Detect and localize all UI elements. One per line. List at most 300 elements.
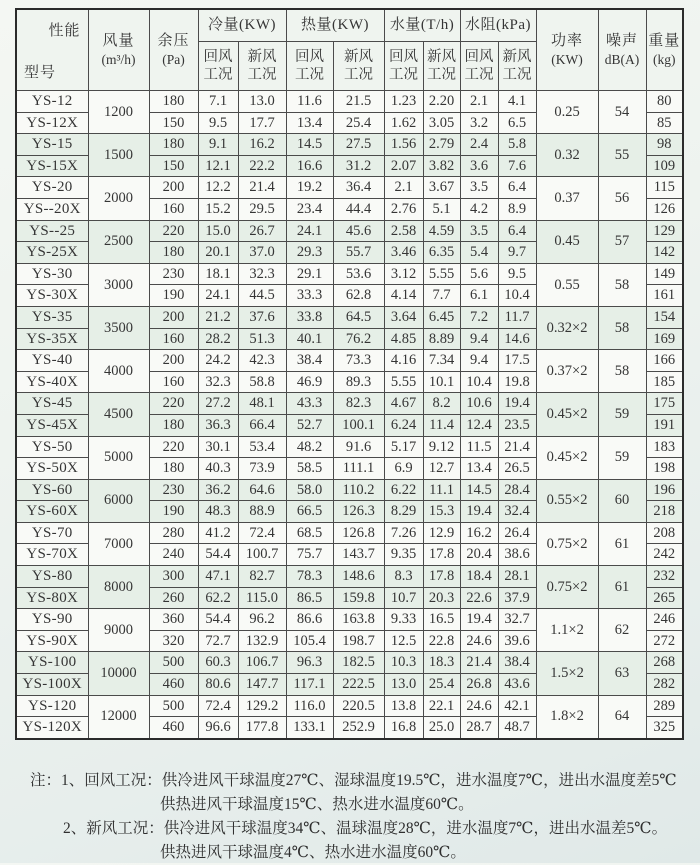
cell-model: YS-40X (16, 371, 88, 393)
cell-waterflow-fresh: 8.2 (423, 393, 460, 415)
cell-waterres-return: 7.2 (460, 306, 498, 328)
cell-waterres-return: 3.5 (460, 220, 498, 242)
header-weight: 重量 (kg) (646, 9, 683, 91)
cell-waterres-return: 20.4 (460, 544, 498, 566)
cell-power: 0.75×2 (536, 566, 598, 609)
cell-cooling-fresh: 147.7 (238, 674, 286, 696)
cell-heating-fresh: 111.1 (333, 458, 384, 480)
cell-heating-return: 117.1 (286, 674, 333, 696)
cell-waterres-return: 3.6 (460, 155, 498, 177)
cell-waterflow-return: 6.24 (384, 414, 423, 436)
table-header (16, 9, 683, 91)
cell-weight: 98 (646, 134, 683, 156)
cell-cooling-return: 18.1 (198, 263, 238, 285)
cell-waterres-return: 2.1 (460, 91, 498, 113)
cell-waterflow-return: 2.58 (384, 220, 423, 242)
cell-waterflow-fresh: 4.59 (423, 220, 460, 242)
cell-heating-fresh: 126.8 (333, 522, 384, 544)
cell-power: 0.37×2 (536, 350, 598, 393)
cell-heating-fresh: 36.4 (333, 177, 384, 199)
cell-model: YS-90 (16, 609, 88, 631)
cell-cooling-fresh: 42.3 (238, 350, 286, 372)
cell-noise: 62 (598, 609, 646, 652)
cell-heating-fresh: 198.7 (333, 630, 384, 652)
cell-waterflow-fresh: 2.20 (423, 91, 460, 113)
cell-waterflow-return: 1.62 (384, 112, 423, 134)
cell-waterflow-return: 5.55 (384, 371, 423, 393)
table-row (16, 695, 683, 717)
cell-power: 0.45×2 (536, 393, 598, 436)
cell-power: 0.37 (536, 177, 598, 220)
cell-airflow: 5000 (88, 436, 149, 479)
table-row (16, 177, 683, 199)
table-row (16, 652, 683, 674)
cell-pressure: 300 (149, 566, 198, 588)
header-sub-fresh: 新风 工况 (238, 42, 286, 91)
cell-heating-return: 58.0 (286, 479, 333, 501)
table-row (16, 220, 683, 242)
cell-airflow: 3500 (88, 306, 149, 349)
cell-weight: 169 (646, 328, 683, 350)
cell-heating-fresh: 100.1 (333, 414, 384, 436)
cell-cooling-fresh: 73.9 (238, 458, 286, 480)
cell-waterres-fresh: 6.5 (498, 112, 536, 134)
cell-waterflow-fresh: 16.5 (423, 609, 460, 631)
cell-waterres-fresh: 26.4 (498, 522, 536, 544)
cell-pressure: 360 (149, 609, 198, 631)
cell-cooling-return: 47.1 (198, 566, 238, 588)
cell-heating-fresh: 53.6 (333, 263, 384, 285)
cell-airflow: 9000 (88, 609, 149, 652)
cell-waterflow-fresh: 11.1 (423, 479, 460, 501)
cell-waterres-fresh: 37.9 (498, 587, 536, 609)
cell-cooling-return: 36.3 (198, 414, 238, 436)
cell-model: YS-100 (16, 652, 88, 674)
cell-weight: 166 (646, 350, 683, 372)
cell-heating-fresh: 44.4 (333, 198, 384, 220)
cell-waterflow-fresh: 12.7 (423, 458, 460, 480)
cell-cooling-fresh: 66.4 (238, 414, 286, 436)
cell-power: 0.45 (536, 220, 598, 263)
cell-heating-fresh: 55.7 (333, 242, 384, 264)
cell-heating-return: 23.4 (286, 198, 333, 220)
cell-model: YS-45 (16, 393, 88, 415)
cell-waterres-return: 28.7 (460, 717, 498, 739)
cell-heating-return: 11.6 (286, 91, 333, 113)
cell-model: YS-20 (16, 177, 88, 199)
cell-cooling-fresh: 16.2 (238, 134, 286, 156)
cell-waterres-return: 22.6 (460, 587, 498, 609)
cell-waterflow-fresh: 7.34 (423, 350, 460, 372)
cell-cooling-fresh: 48.1 (238, 393, 286, 415)
cell-airflow: 12000 (88, 695, 149, 739)
cell-heating-return: 33.3 (286, 285, 333, 307)
cell-waterres-return: 4.2 (460, 198, 498, 220)
cell-waterflow-return: 13.0 (384, 674, 423, 696)
cell-waterres-return: 24.6 (460, 630, 498, 652)
cell-cooling-return: 15.2 (198, 198, 238, 220)
cell-heating-return: 116.0 (286, 695, 333, 717)
cell-cooling-return: 54.4 (198, 544, 238, 566)
cell-waterres-fresh: 19.8 (498, 371, 536, 393)
cell-waterflow-fresh: 17.8 (423, 544, 460, 566)
cell-cooling-fresh: 106.7 (238, 652, 286, 674)
cell-airflow: 10000 (88, 652, 149, 695)
cell-cooling-fresh: 44.5 (238, 285, 286, 307)
cell-waterres-return: 10.4 (460, 371, 498, 393)
cell-waterres-fresh: 8.9 (498, 198, 536, 220)
cell-pressure: 460 (149, 717, 198, 739)
cell-heating-return: 133.1 (286, 717, 333, 739)
cell-weight: 232 (646, 566, 683, 588)
cell-waterres-fresh: 19.4 (498, 393, 536, 415)
cell-pressure: 460 (149, 674, 198, 696)
cell-heating-fresh: 148.6 (333, 566, 384, 588)
cell-pressure: 230 (149, 263, 198, 285)
cell-waterres-fresh: 5.8 (498, 134, 536, 156)
cell-waterflow-fresh: 18.3 (423, 652, 460, 674)
header-noise: 噪声 dB(A) (598, 9, 646, 91)
cell-waterres-return: 12.4 (460, 414, 498, 436)
cell-waterflow-fresh: 12.9 (423, 522, 460, 544)
cell-weight: 185 (646, 371, 683, 393)
cell-model: YS-80 (16, 566, 88, 588)
cell-waterflow-return: 5.17 (384, 436, 423, 458)
cell-waterflow-return: 8.3 (384, 566, 423, 588)
table-row (16, 306, 683, 328)
cell-cooling-return: 24.2 (198, 350, 238, 372)
cell-pressure: 160 (149, 371, 198, 393)
cell-pressure: 220 (149, 393, 198, 415)
cell-waterflow-fresh: 7.7 (423, 285, 460, 307)
cell-waterres-return: 2.4 (460, 134, 498, 156)
table-row (16, 263, 683, 285)
cell-heating-fresh: 159.8 (333, 587, 384, 609)
cell-power: 0.45×2 (536, 436, 598, 479)
cell-waterres-return: 18.4 (460, 566, 498, 588)
cell-heating-fresh: 143.7 (333, 544, 384, 566)
cell-weight: 154 (646, 306, 683, 328)
cell-heating-fresh: 25.4 (333, 112, 384, 134)
cell-waterflow-fresh: 6.45 (423, 306, 460, 328)
cell-pressure: 190 (149, 501, 198, 523)
cell-model: YS-12 (16, 91, 88, 113)
cell-weight: 289 (646, 695, 683, 717)
cell-pressure: 180 (149, 414, 198, 436)
cell-heating-fresh: 126.3 (333, 501, 384, 523)
cell-waterres-fresh: 9.5 (498, 263, 536, 285)
cell-heating-fresh: 82.3 (333, 393, 384, 415)
table-row (16, 350, 683, 372)
cell-waterres-return: 16.2 (460, 522, 498, 544)
cell-airflow: 4000 (88, 350, 149, 393)
cell-heating-fresh: 27.5 (333, 134, 384, 156)
cell-waterres-fresh: 10.4 (498, 285, 536, 307)
cell-heating-fresh: 64.5 (333, 306, 384, 328)
cell-waterres-fresh: 38.4 (498, 652, 536, 674)
cell-power: 1.5×2 (536, 652, 598, 695)
cell-cooling-return: 21.2 (198, 306, 238, 328)
cell-heating-fresh: 220.5 (333, 695, 384, 717)
cell-pressure: 160 (149, 198, 198, 220)
cell-noise: 58 (598, 350, 646, 393)
cell-cooling-fresh: 129.2 (238, 695, 286, 717)
note-line-1: 注：1、回风工况：供冷进风干球温度27℃、湿球温度19.5℃，进水温度7℃，进出水温度差5℃ (30, 772, 677, 789)
table-body (16, 91, 683, 739)
cell-heating-return: 66.5 (286, 501, 333, 523)
cell-waterres-fresh: 17.5 (498, 350, 536, 372)
cell-cooling-return: 27.2 (198, 393, 238, 415)
cell-waterres-fresh: 23.5 (498, 414, 536, 436)
cell-heating-fresh: 76.2 (333, 328, 384, 350)
cell-pressure: 220 (149, 436, 198, 458)
cell-weight: 129 (646, 220, 683, 242)
cell-weight: 208 (646, 522, 683, 544)
cell-waterres-fresh: 21.4 (498, 436, 536, 458)
cell-heating-fresh: 110.2 (333, 479, 384, 501)
cell-waterflow-fresh: 6.35 (423, 242, 460, 264)
header-waterflow-group: 水量(T/h) (384, 9, 460, 42)
spec-table (15, 8, 684, 740)
cell-cooling-fresh: 17.7 (238, 112, 286, 134)
cell-noise: 56 (598, 177, 646, 220)
table-row (16, 91, 683, 113)
cell-waterres-fresh: 4.1 (498, 91, 536, 113)
cell-waterres-return: 14.5 (460, 479, 498, 501)
cell-heating-fresh: 222.5 (333, 674, 384, 696)
cell-weight: 161 (646, 285, 683, 307)
header-power: 功率 (KW) (536, 9, 598, 91)
cell-cooling-fresh: 21.4 (238, 177, 286, 199)
cell-waterres-return: 3.5 (460, 177, 498, 199)
cell-cooling-return: 80.6 (198, 674, 238, 696)
cell-waterres-fresh: 28.4 (498, 479, 536, 501)
cell-model: YS-120 (16, 695, 88, 717)
cell-waterres-fresh: 28.1 (498, 566, 536, 588)
cell-airflow: 6000 (88, 479, 149, 522)
cell-weight: 268 (646, 652, 683, 674)
cell-cooling-return: 15.0 (198, 220, 238, 242)
cell-weight: 242 (646, 544, 683, 566)
cell-heating-return: 43.3 (286, 393, 333, 415)
cell-model: YS-40 (16, 350, 88, 372)
cell-waterflow-fresh: 25.0 (423, 717, 460, 739)
cell-weight: 265 (646, 587, 683, 609)
notes-block (30, 769, 677, 865)
cell-pressure: 180 (149, 458, 198, 480)
cell-waterres-fresh: 42.1 (498, 695, 536, 717)
cell-cooling-return: 12.2 (198, 177, 238, 199)
cell-heating-return: 33.8 (286, 306, 333, 328)
cell-waterres-return: 21.4 (460, 652, 498, 674)
cell-waterres-return: 9.4 (460, 350, 498, 372)
cell-model: YS-35 (16, 306, 88, 328)
corner-label-performance: 性能 (48, 22, 81, 39)
cell-pressure: 320 (149, 630, 198, 652)
cell-waterflow-return: 4.14 (384, 285, 423, 307)
cell-power: 0.32×2 (536, 306, 598, 349)
cell-heating-return: 105.4 (286, 630, 333, 652)
cell-weight: 246 (646, 609, 683, 631)
cell-waterflow-return: 4.67 (384, 393, 423, 415)
cell-cooling-return: 72.4 (198, 695, 238, 717)
cell-pressure: 160 (149, 328, 198, 350)
cell-model: YS-60 (16, 479, 88, 501)
cell-waterflow-return: 3.64 (384, 306, 423, 328)
cell-cooling-fresh: 32.3 (238, 263, 286, 285)
cell-weight: 85 (646, 112, 683, 134)
cell-cooling-return: 40.3 (198, 458, 238, 480)
table-row (16, 436, 683, 458)
cell-waterflow-return: 6.9 (384, 458, 423, 480)
cell-waterflow-fresh: 3.05 (423, 112, 460, 134)
cell-waterflow-return: 9.33 (384, 609, 423, 631)
table-row (16, 479, 683, 501)
cell-waterflow-return: 8.29 (384, 501, 423, 523)
cell-pressure: 200 (149, 306, 198, 328)
cell-model: YS-120X (16, 717, 88, 739)
cell-cooling-return: 41.2 (198, 522, 238, 544)
cell-noise: 57 (598, 220, 646, 263)
cell-noise: 59 (598, 393, 646, 436)
cell-cooling-return: 7.1 (198, 91, 238, 113)
cell-pressure: 230 (149, 479, 198, 501)
cell-model: YS--20X (16, 198, 88, 220)
cell-heating-fresh: 73.3 (333, 350, 384, 372)
cell-waterflow-fresh: 10.1 (423, 371, 460, 393)
cell-power: 1.8×2 (536, 695, 598, 739)
cell-model: YS-15 (16, 134, 88, 156)
corner-cell (16, 9, 88, 91)
cell-waterres-fresh: 9.7 (498, 242, 536, 264)
cell-weight: 325 (646, 717, 683, 739)
cell-waterflow-fresh: 8.89 (423, 328, 460, 350)
cell-model: YS-60X (16, 501, 88, 523)
cell-noise: 64 (598, 695, 646, 739)
cell-heating-return: 86.5 (286, 587, 333, 609)
cell-airflow: 3000 (88, 263, 149, 306)
cell-model: YS-30 (16, 263, 88, 285)
header-sub-fresh: 新风 工况 (498, 42, 536, 91)
cell-power: 0.32 (536, 134, 598, 177)
cell-pressure: 180 (149, 242, 198, 264)
cell-cooling-return: 72.7 (198, 630, 238, 652)
cell-pressure: 220 (149, 220, 198, 242)
cell-waterflow-return: 10.7 (384, 587, 423, 609)
table-row (16, 609, 683, 631)
cell-heating-fresh: 252.9 (333, 717, 384, 739)
cell-heating-return: 52.7 (286, 414, 333, 436)
cell-cooling-fresh: 51.3 (238, 328, 286, 350)
cell-noise: 60 (598, 479, 646, 522)
cell-waterflow-return: 16.8 (384, 717, 423, 739)
cell-cooling-return: 30.1 (198, 436, 238, 458)
cell-waterflow-return: 2.1 (384, 177, 423, 199)
cell-model: YS-45X (16, 414, 88, 436)
cell-cooling-fresh: 29.5 (238, 198, 286, 220)
cell-cooling-fresh: 177.8 (238, 717, 286, 739)
cell-model: YS-90X (16, 630, 88, 652)
cell-cooling-fresh: 37.6 (238, 306, 286, 328)
cell-model: YS-80X (16, 587, 88, 609)
cell-waterflow-fresh: 20.3 (423, 587, 460, 609)
cell-cooling-fresh: 96.2 (238, 609, 286, 631)
cell-power: 0.25 (536, 91, 598, 134)
cell-cooling-return: 28.2 (198, 328, 238, 350)
cell-airflow: 1200 (88, 91, 149, 134)
cell-power: 0.55 (536, 263, 598, 306)
cell-heating-fresh: 21.5 (333, 91, 384, 113)
cell-cooling-return: 60.3 (198, 652, 238, 674)
cell-cooling-return: 36.2 (198, 479, 238, 501)
cell-airflow: 2500 (88, 220, 149, 263)
cell-waterres-fresh: 39.6 (498, 630, 536, 652)
cell-heating-return: 16.6 (286, 155, 333, 177)
table-row (16, 522, 683, 544)
cell-cooling-fresh: 64.6 (238, 479, 286, 501)
cell-cooling-fresh: 37.0 (238, 242, 286, 264)
cell-pressure: 190 (149, 285, 198, 307)
cell-model: YS-35X (16, 328, 88, 350)
cell-waterflow-return: 2.76 (384, 198, 423, 220)
cell-weight: 109 (646, 155, 683, 177)
cell-weight: 175 (646, 393, 683, 415)
corner-label-model: 型号 (24, 64, 57, 81)
cell-waterres-fresh: 32.4 (498, 501, 536, 523)
cell-weight: 272 (646, 630, 683, 652)
cell-heating-fresh: 91.6 (333, 436, 384, 458)
cell-heating-fresh: 31.2 (333, 155, 384, 177)
cell-waterflow-fresh: 2.79 (423, 134, 460, 156)
cell-waterres-return: 11.5 (460, 436, 498, 458)
cell-waterres-fresh: 6.4 (498, 220, 536, 242)
cell-waterflow-fresh: 5.55 (423, 263, 460, 285)
cell-model: YS-100X (16, 674, 88, 696)
cell-cooling-fresh: 88.9 (238, 501, 286, 523)
cell-weight: 149 (646, 263, 683, 285)
cell-cooling-fresh: 100.7 (238, 544, 286, 566)
cell-cooling-fresh: 115.0 (238, 587, 286, 609)
cell-waterflow-fresh: 22.8 (423, 630, 460, 652)
cell-pressure: 260 (149, 587, 198, 609)
cell-waterres-return: 6.1 (460, 285, 498, 307)
cell-power: 0.75×2 (536, 522, 598, 565)
cell-waterres-return: 9.4 (460, 328, 498, 350)
table-row (16, 393, 683, 415)
cell-heating-return: 86.6 (286, 609, 333, 631)
cell-pressure: 500 (149, 695, 198, 717)
cell-heating-return: 46.9 (286, 371, 333, 393)
cell-heating-fresh: 62.8 (333, 285, 384, 307)
cell-weight: 196 (646, 479, 683, 501)
cell-waterres-return: 3.2 (460, 112, 498, 134)
cell-pressure: 500 (149, 652, 198, 674)
cell-heating-return: 75.7 (286, 544, 333, 566)
cell-heating-return: 13.4 (286, 112, 333, 134)
cell-heating-return: 78.3 (286, 566, 333, 588)
cell-waterres-fresh: 26.5 (498, 458, 536, 480)
cell-weight: 142 (646, 242, 683, 264)
cell-waterres-fresh: 6.4 (498, 177, 536, 199)
cell-waterflow-return: 1.23 (384, 91, 423, 113)
cell-cooling-fresh: 13.0 (238, 91, 286, 113)
header-heating-group: 热量(KW) (286, 9, 384, 42)
cell-weight: 198 (646, 458, 683, 480)
cell-model: YS-12X (16, 112, 88, 134)
cell-waterres-fresh: 7.6 (498, 155, 536, 177)
cell-waterflow-return: 4.16 (384, 350, 423, 372)
cell-weight: 183 (646, 436, 683, 458)
